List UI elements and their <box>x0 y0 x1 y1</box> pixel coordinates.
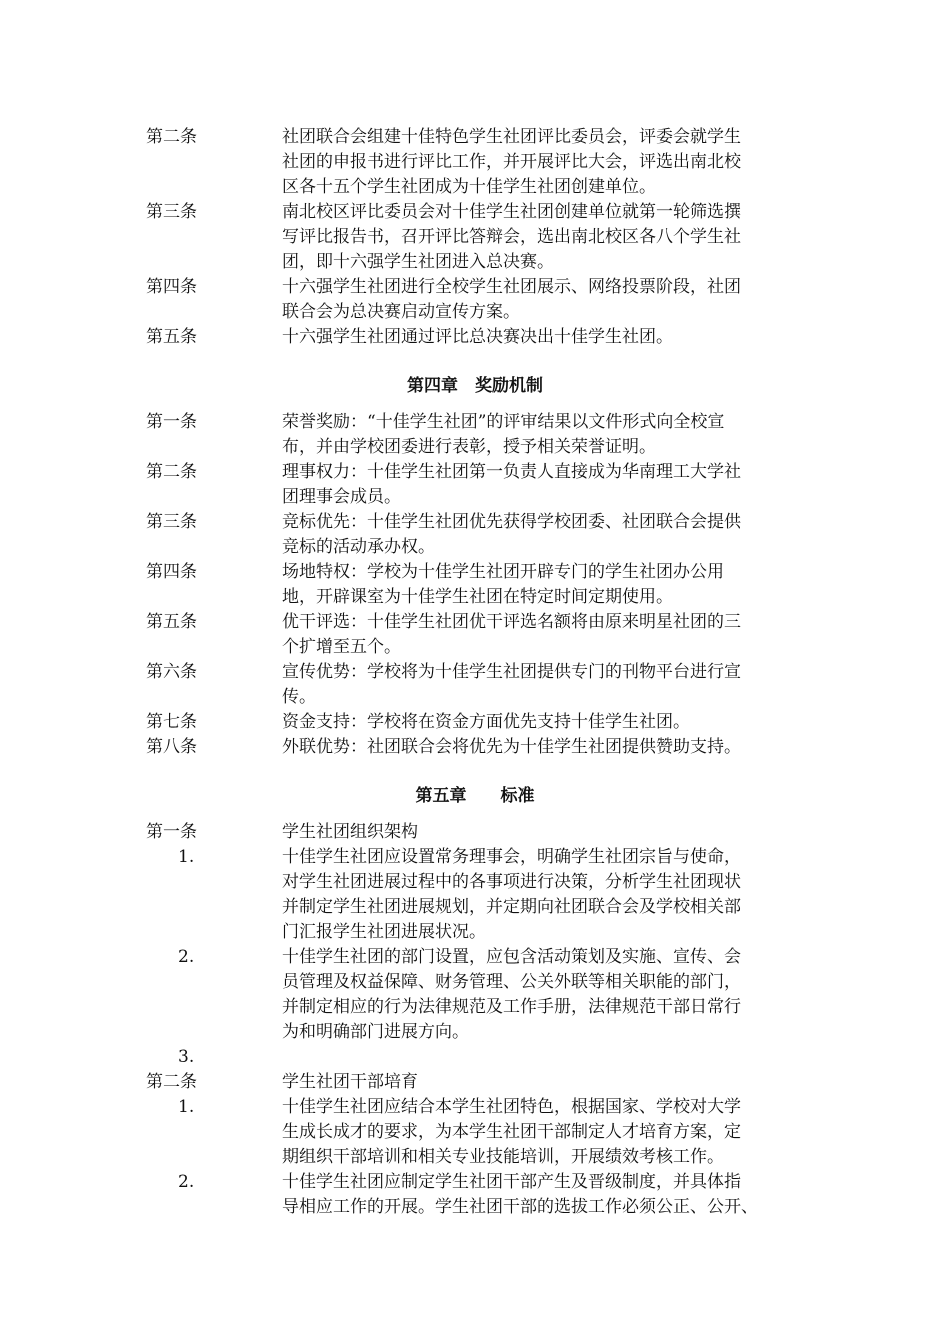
article-label: 第二条 <box>146 127 197 147</box>
list-number: 1. <box>178 847 195 867</box>
article-text: 学生社团组织架构 <box>282 822 418 842</box>
article-label: 第七条 <box>146 712 197 732</box>
article-text: 竞标优先：十佳学生社团优先获得学校团委、社团联合会提供 竞标的活动承办权。 <box>282 512 741 557</box>
article-text: 社团联合会组建十佳特色学生社团评比委员会，评委会就学生 社团的申报书进行评比工作，并开展评比大会，评选出南北校 区各十五个学生社团成为十佳学生社团创建单位。 <box>282 127 741 197</box>
article-label: 第五条 <box>146 612 197 632</box>
article-label: 第二条 <box>146 1072 197 1092</box>
list-number: 1. <box>178 1097 195 1117</box>
chapter-title: 第四章 奖励机制 <box>407 376 543 396</box>
list-text: 十佳学生社团应结合本学生社团特色，根据国家、学校对大学 生成长成才的要求，为本学生社团干部制定人才培育方案，定 期组织干部培训和相关专业技能培训，开展绩效考核工作。 <box>282 1097 741 1167</box>
article-text: 场地特权：学校为十佳学生社团开辟专门的学生社团办公用 地，开辟课室为十佳学生社团在特定时间定期使用。 <box>282 562 724 607</box>
article-text: 南北校区评比委员会对十佳学生社团创建单位就第一轮筛选撰 写评比报告书，召开评比答辩会，选出南北校区各八个学生社 团，即十六强学生社团进入总决赛。 <box>282 202 741 272</box>
list-text: 十佳学生社团应制定学生社团干部产生及晋级制度，并具体指 导相应工作的开展。学生社团干部的选拔工作必须公正、公开、 <box>282 1172 758 1217</box>
article-text: 资金支持：学校将在资金方面优先支持十佳学生社团。 <box>282 712 690 732</box>
list-text: 十佳学生社团的部门设置，应包含活动策划及实施、宣传、会 员管理及权益保障、财务管理、公关外联等相关职能的部门， 并制定相应的行为法律规范及工作手册，法律规范干部日常行 为和明确部门进展方向。 <box>282 947 741 1042</box>
article-label: 第八条 <box>146 737 197 757</box>
article-label: 第一条 <box>146 412 197 432</box>
list-text: 十佳学生社团应设置常务理事会，明确学生社团宗旨与使命， 对学生社团进展过程中的各事项进行决策，分析学生社团现状 并制定学生社团进展规划，并定期向社团联合会及学校相关部 门汇报学生社团进展状况。 <box>282 847 741 942</box>
article-text: 十六强学生社团通过评比总决赛决出十佳学生社团。 <box>282 327 673 347</box>
chapter-title: 第五章 标准 <box>415 786 535 806</box>
list-number: 3. <box>178 1047 195 1067</box>
article-text: 宣传优势：学校将为十佳学生社团提供专门的刊物平台进行宣 传。 <box>282 662 741 707</box>
article-label: 第六条 <box>146 662 197 682</box>
article-label: 第三条 <box>146 202 197 222</box>
article-label: 第五条 <box>146 327 197 347</box>
article-text: 学生社团干部培育 <box>282 1072 418 1092</box>
article-text: 优干评选：十佳学生社团优干评选名额将由原来明星社团的三 个扩增至五个。 <box>282 612 741 657</box>
list-number: 2. <box>178 1172 195 1192</box>
article-text: 十六强学生社团进行全校学生社团展示、网络投票阶段，社团 联合会为总决赛启动宣传方案。 <box>282 277 741 322</box>
article-label: 第四条 <box>146 562 197 582</box>
list-number: 2. <box>178 947 195 967</box>
article-text: 外联优势：社团联合会将优先为十佳学生社团提供赞助支持。 <box>282 737 741 757</box>
article-label: 第三条 <box>146 512 197 532</box>
article-text: 理事权力：十佳学生社团第一负责人直接成为华南理工大学社 团理事会成员。 <box>282 462 741 507</box>
article-label: 第二条 <box>146 462 197 482</box>
article-label: 第一条 <box>146 822 197 842</box>
article-text: 荣誉奖励：“十佳学生社团”的评审结果以文件形式向全校宣 布，并由学校团委进行表彰，授予相关荣誉证明。 <box>282 412 725 457</box>
article-label: 第四条 <box>146 277 197 297</box>
